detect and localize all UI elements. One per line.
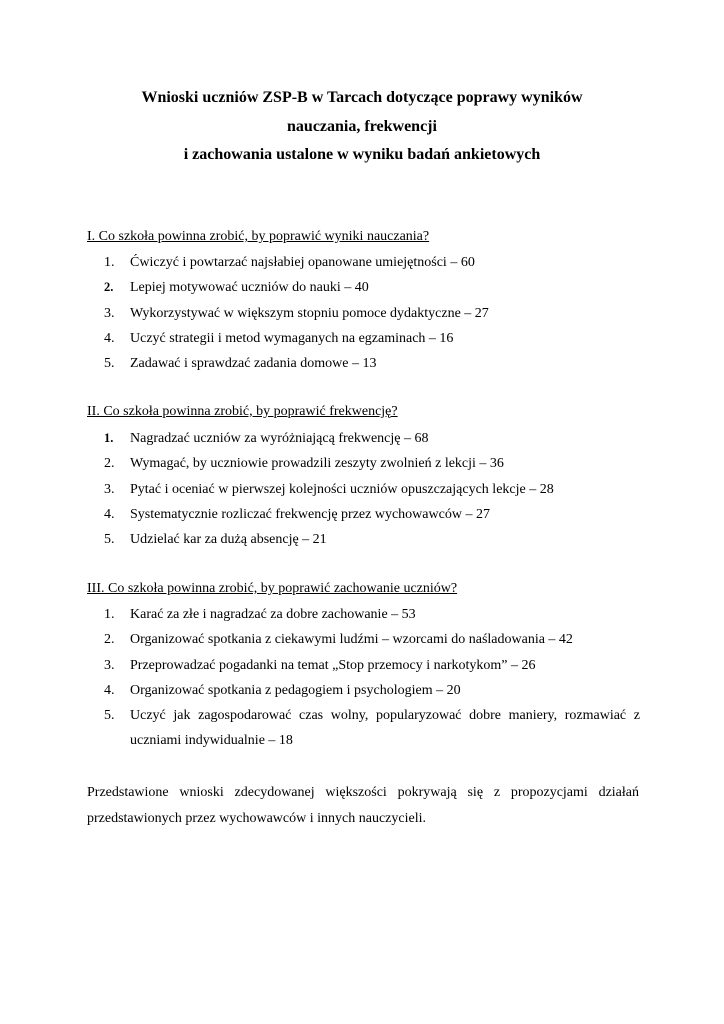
item-text: Organizować spotkania z ciekawymi ludźmi – wzorcami do naśladowania – 42 bbox=[130, 632, 573, 648]
item-number: 2. bbox=[104, 280, 114, 295]
list-item bbox=[104, 301, 640, 326]
item-number: 1. bbox=[104, 607, 115, 622]
item-number: 2. bbox=[104, 632, 115, 648]
document-title bbox=[60, 84, 664, 170]
title-line-3: i zachowania ustalone w wyniku badań ankietowych bbox=[183, 146, 541, 163]
list-item bbox=[104, 351, 640, 376]
item-text: Udzielać kar za dużą absencję – 21 bbox=[130, 532, 327, 548]
item-text: Uczyć jak zagospodarować czas wolny, popularyzować dobre maniery, rozmawiać z uczniami indywidualnie – 18 bbox=[130, 708, 640, 749]
item-number: 3. bbox=[104, 657, 115, 673]
list-item bbox=[104, 703, 640, 754]
section-1-heading: I. Co szkoła powinna zrobić, by poprawić wyniki nauczania? bbox=[87, 229, 430, 244]
list-item bbox=[104, 502, 640, 527]
item-text: Przeprowadzać pogadanki na temat „Stop przemocy i narkotykom” – 26 bbox=[130, 657, 536, 673]
item-number: 4. bbox=[104, 506, 115, 522]
list-item bbox=[104, 602, 640, 627]
section-2-heading: II. Co szkoła powinna zrobić, by poprawić frekwencję? bbox=[87, 404, 398, 419]
item-number: 2. bbox=[104, 456, 115, 472]
item-number: 5. bbox=[104, 708, 115, 724]
item-number: 1. bbox=[104, 431, 114, 445]
section-2-list bbox=[104, 426, 640, 552]
list-item bbox=[104, 477, 640, 502]
item-text: Wymagać, by uczniowie prowadzili zeszyty zwolnień z lekcji – 36 bbox=[130, 456, 504, 472]
list-item bbox=[104, 250, 640, 275]
item-number: 4. bbox=[104, 682, 115, 698]
list-item bbox=[104, 653, 640, 678]
title-line-2: nauczania, frekwencji bbox=[287, 117, 437, 135]
item-text: Ćwiczyć i powtarzać najsłabiej opanowane umiejętności – 60 bbox=[130, 255, 475, 270]
list-item bbox=[104, 527, 640, 552]
list-item bbox=[104, 275, 640, 300]
item-number: 5. bbox=[104, 356, 115, 372]
item-number: 3. bbox=[104, 481, 115, 497]
item-text: Organizować spotkania z pedagogiem i psychologiem – 20 bbox=[130, 682, 461, 698]
item-text: Nagradzać uczniów za wyróżniającą frekwencję – 68 bbox=[130, 431, 429, 446]
item-number: 4. bbox=[104, 330, 115, 346]
section-1-list bbox=[104, 250, 640, 376]
item-number: 1. bbox=[104, 255, 115, 270]
list-item bbox=[104, 678, 640, 703]
item-text: Lepiej motywować uczniów do nauki – 40 bbox=[130, 280, 369, 296]
item-text: Pytać i oceniać w pierwszej kolejności uczniów opuszczających lekcje – 28 bbox=[130, 481, 554, 497]
item-number: 3. bbox=[104, 305, 115, 321]
section-3-heading: III. Co szkoła powinna zrobić, by poprawić zachowanie uczniów? bbox=[87, 581, 458, 596]
item-text: Systematycznie rozliczać frekwencję przez wychowawców – 27 bbox=[130, 506, 490, 522]
title-line-1: Wnioski uczniów ZSP-B w Tarcach dotyczące poprawy wyników bbox=[141, 89, 583, 106]
item-text: Uczyć strategii i metod wymaganych na egzaminach – 16 bbox=[130, 330, 454, 346]
conclusion-paragraph: Przedstawione wnioski zdecydowanej większości pokrywają się z propozycjami działań przedstawionych przez wychowawców i innych nauczycieli. bbox=[87, 785, 639, 826]
list-item bbox=[104, 326, 640, 351]
item-text: Wykorzystywać w większym stopniu pomoce dydaktyczne – 27 bbox=[130, 305, 489, 321]
list-item bbox=[104, 627, 640, 652]
item-text: Zadawać i sprawdzać zadania domowe – 13 bbox=[130, 356, 377, 372]
list-item bbox=[104, 451, 640, 476]
list-item bbox=[104, 426, 640, 451]
section-3-list bbox=[104, 602, 640, 754]
item-number: 5. bbox=[104, 532, 115, 548]
item-text: Karać za złe i nagradzać za dobre zachowanie – 53 bbox=[130, 607, 416, 622]
